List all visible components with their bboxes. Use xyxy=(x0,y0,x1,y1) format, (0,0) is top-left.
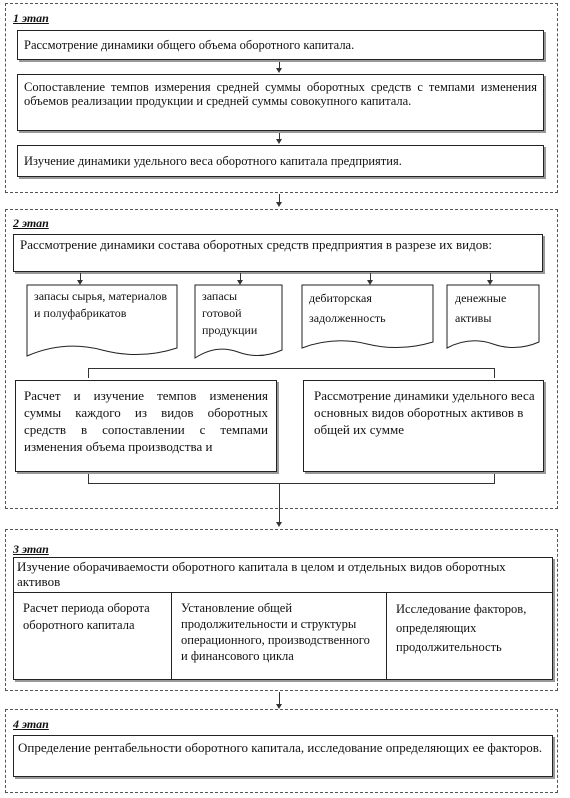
stage-3-header: Изучение оборачиваемости оборотного капитала в целом и отдельных видов оборотных активов xyxy=(17,559,506,589)
bracket-line xyxy=(494,368,495,378)
bracket-line xyxy=(88,368,495,369)
document-cash-assets: денежные активы xyxy=(455,291,507,325)
arrow-down-icon xyxy=(276,522,282,527)
stage-4-box-profitability: Определение рентабельности оборотного капитала, исследование определяющих ее факторов. xyxy=(13,735,553,777)
bracket-line xyxy=(88,483,495,484)
stage-3-title: 3 этап xyxy=(13,542,49,556)
document-raw-materials: запасы сырья, материалов и полуфабрикатов xyxy=(34,289,168,320)
bracket-line xyxy=(88,368,89,378)
stage-2-title: 2 этап xyxy=(13,216,49,230)
stage-2-left-box: Расчет и изучение темпов изменения суммы каждого из видов оборотных средств в сопоставлении с темпами изменения объема производства и xyxy=(15,380,277,472)
stage-3-cell-turnover-period: Расчет периода оборота оборотного капитала xyxy=(23,601,150,632)
stage-2-header-box: Рассмотрение динамики состава оборотных средств предприятия в разрезе их видов: xyxy=(13,234,543,272)
connector-line xyxy=(279,484,280,524)
document-finished-goods: запасы готовой продукции xyxy=(202,289,258,337)
stage-3-cell-operating-cycle: Установление общей продолжительности и структуры операционного, производственного и финансового цикла xyxy=(181,601,370,663)
table-divider xyxy=(386,592,387,680)
stage-3-cell-factors: Исследование факторов, определяющих продолжительность xyxy=(396,602,527,654)
table-divider xyxy=(13,592,553,593)
stage-1-title: 1 этап xyxy=(13,11,49,25)
table-divider xyxy=(171,592,172,680)
stage-1-box-share-dynamics: Изучение динамики удельного веса оборотного капитала предприятия. xyxy=(17,145,544,177)
stage-4-title: 4 этап xyxy=(13,717,49,731)
stage-2-right-box: Рассмотрение динамики удельного веса основных видов оборотных активов в общей их сумме xyxy=(303,380,544,472)
document-receivables: дебиторская задолженность xyxy=(309,291,386,325)
stage-1-box-total-volume: Рассмотрение динамики общего объема оборотного капитала. xyxy=(17,30,544,60)
stage-1-box-compare-rates: Сопоставление темпов измерения средней суммы оборотных средств с темпами изменения объемов реализации продукции и средней суммы совокупного капитала. xyxy=(17,74,544,131)
